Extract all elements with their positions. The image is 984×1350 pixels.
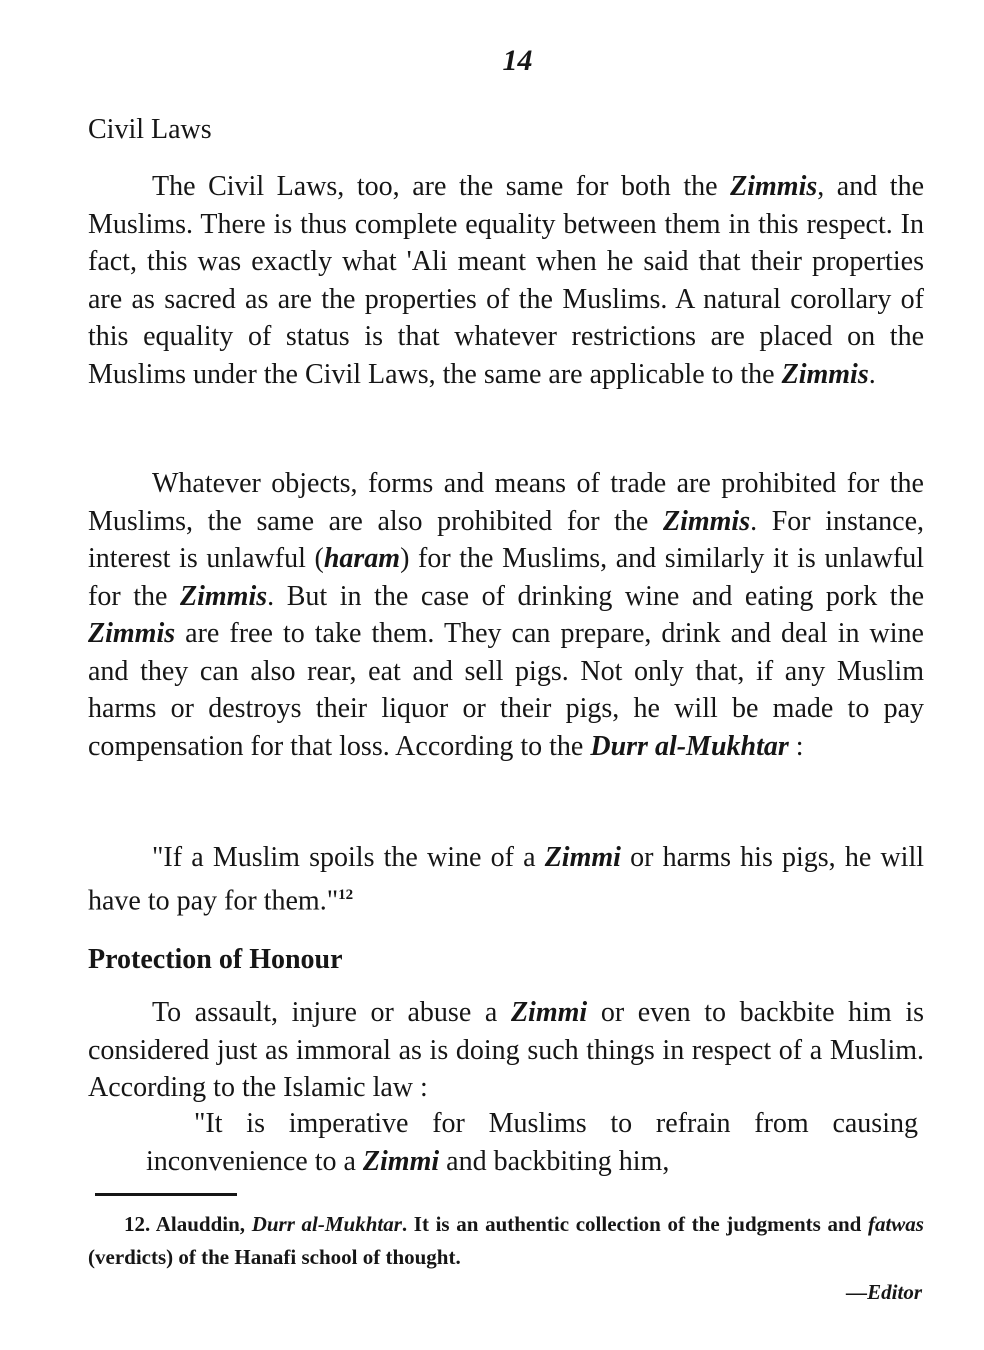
section-heading-civil-laws: Civil Laws — [88, 114, 212, 145]
section-heading-protection-of-honour: Protection of Honour — [88, 944, 343, 975]
footnote-12: 12. Alauddin, Durr al-Mukhtar. It is an authentic collection of the judgments and fatwas (verdicts) of the Hanafi school of thought. — [88, 1212, 924, 1269]
quote-islamic-law: "It is imperative for Muslims to refrain from causing inconvenience to a Zimmi and backbiting him, — [146, 1108, 918, 1177]
paragraph-protection-of-honour: To assault, injure or abuse a Zimmi or even to backbite him is considered just as immoral as is doing such things in respect of a Muslim. According to the Islamic law : — [88, 997, 924, 1103]
page-number: 14 — [502, 44, 533, 77]
paragraph-civil-laws-2: Whatever objects, forms and means of trade are prohibited for the Muslims, the same are also prohibited for the Zimmis. For instance, interest is unlawful (haram) for the Muslims, and similarly it is unlawful for the Zimmis. But in the case of drinking wine and eating pork the Zimmis are free to take them. They can prepare, drink and deal in wine and they can also rear, eat and sell pigs. Not only that, if any Muslim harms or destroys their liquor or their pigs, he will be made to pay compensation for that loss. According to the Durr al-Mukhtar : — [88, 468, 924, 762]
paragraph-civil-laws-1: The Civil Laws, too, are the same for both the Zimmis, and the Muslims. There is thus complete equality between them in this respect. In fact, this was exactly what 'Ali meant when he said that their properties are as sacred as are the properties of the Muslims. A natural corollary of this equality of status is that whatever restrictions are placed on the Muslims under the Civil Laws, the same are applicable to the Zimmis. — [88, 171, 925, 390]
quote-durr-al-mukhtar: "If a Muslim spoils the wine of a Zimmi or harms his pigs, he will have to pay for them."$^{12}$ — [88, 842, 924, 916]
footnote-marker: 12 — [338, 886, 354, 903]
footnote-divider — [95, 1193, 237, 1196]
editor-credit: —Editor — [846, 1280, 922, 1304]
